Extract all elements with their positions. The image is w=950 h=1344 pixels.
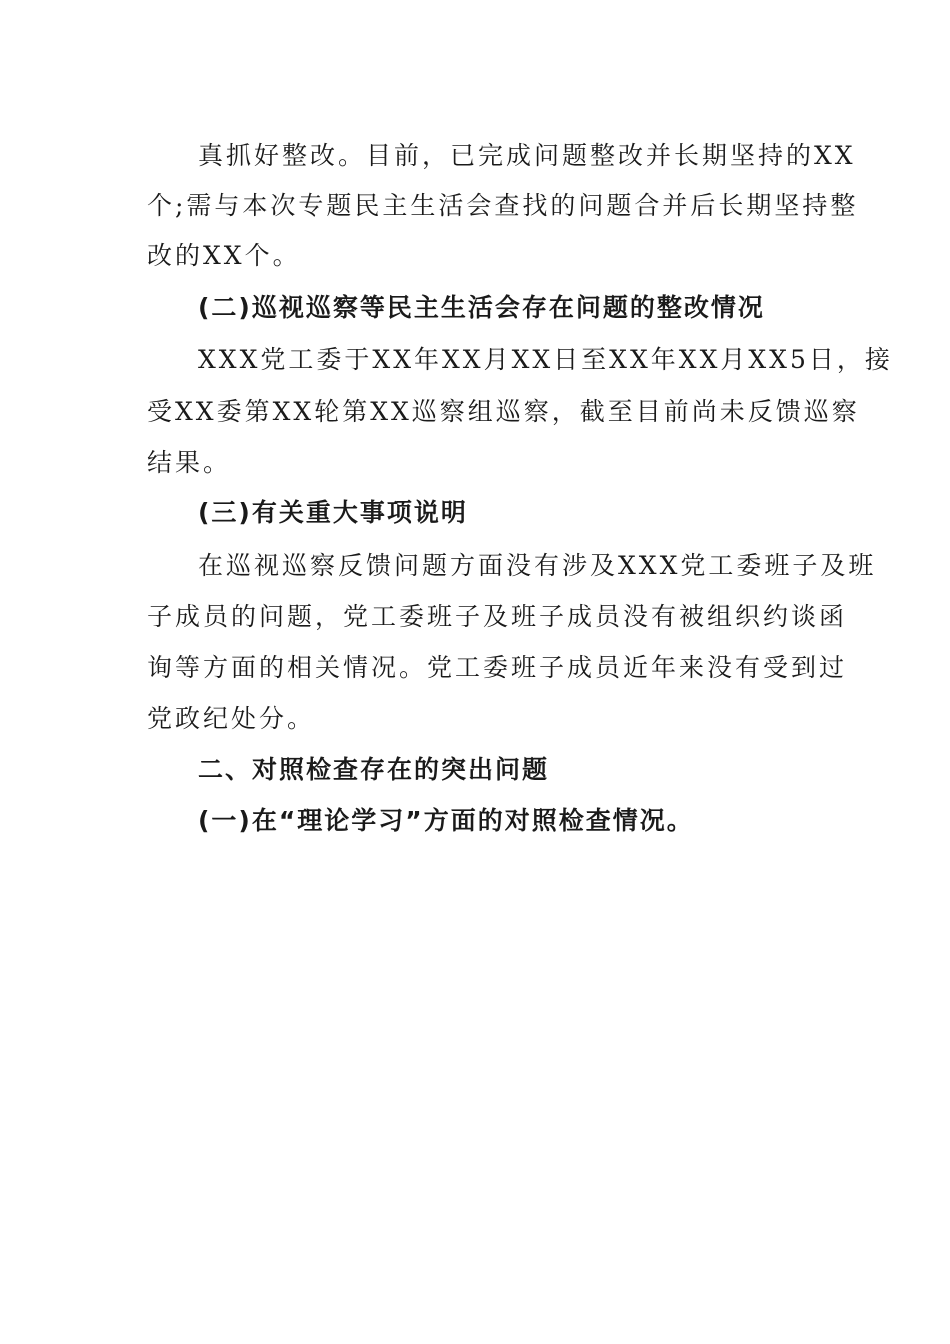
body-text-line: 子成员的问题，党工委班子及班子成员没有被组织约谈函 [147, 602, 848, 631]
body-text-line: 真抓好整改。目前，已完成问题整改并长期坚持的XX [198, 141, 856, 170]
body-text-line: 受XX委第XX轮第XX巡察组巡察，截至目前尚未反馈巡察 [147, 397, 860, 426]
body-text-line: 在巡视巡察反馈问题方面没有涉及XXX党工委班子及班 [198, 551, 877, 580]
body-text-line: 党政纪处分。 [147, 704, 316, 733]
body-text-line: 个;需与本次专题民主生活会查找的问题合并后长期坚持整 [147, 191, 859, 220]
body-text-line: 询等方面的相关情况。党工委班子成员近年来没有受到过 [147, 653, 848, 682]
section-heading: (三)有关重大事项说明 [198, 498, 468, 527]
section-heading: (二)巡视巡察等民主生活会存在问题的整改情况 [198, 293, 765, 322]
chapter-heading: 二、对照检查存在的突出问题 [198, 755, 550, 784]
section-heading: (一)在“理论学习”方面的对照检查情况。 [198, 806, 694, 835]
body-text-line: 改的XX个。 [147, 241, 301, 270]
body-text-line: XXX党工委于XX年XX月XX日至XX年XX月XX5日，接 [198, 345, 893, 374]
body-text-line: 结果。 [147, 448, 232, 477]
